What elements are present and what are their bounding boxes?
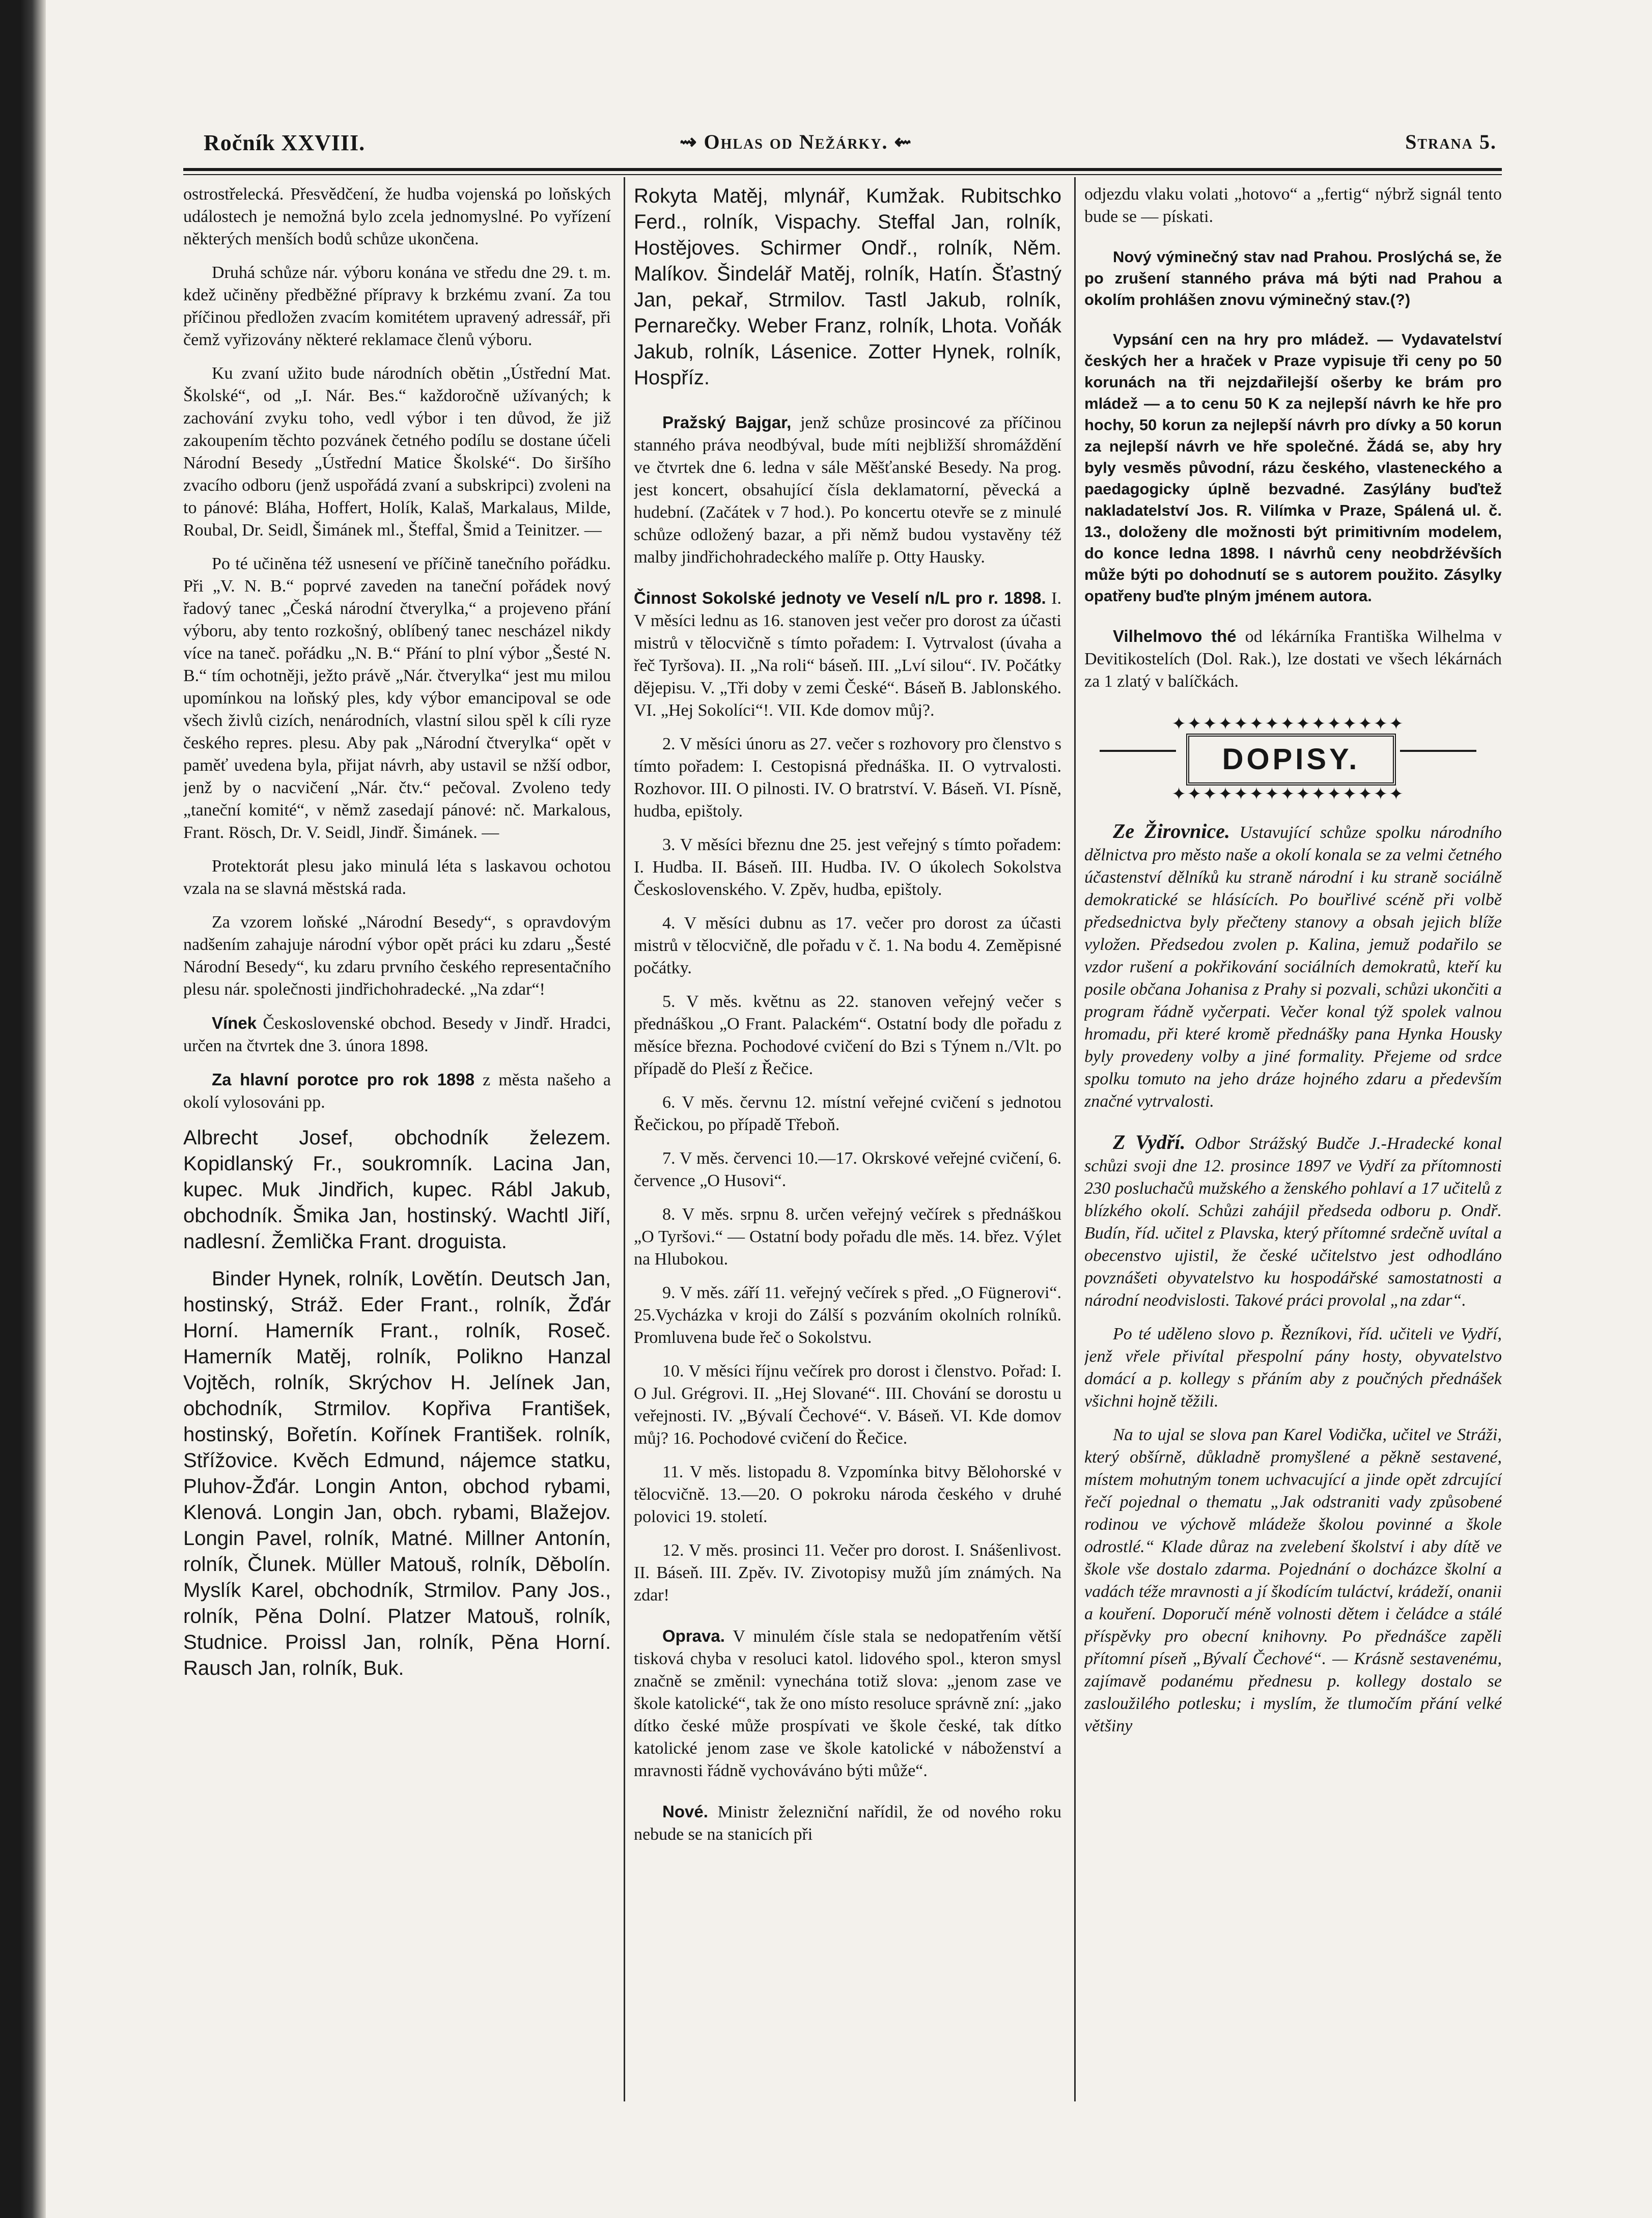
jurors-list-continued xyxy=(634,183,1061,391)
dopisy-title: DOPISY. xyxy=(1186,734,1396,785)
sokol-item: 5. V měs. květnu as 22. stanoven veřejný večer s přednáškou „O Frant. Palackém“. Ostatní body dle pořadu z měsíce března. Pochodové cvičení do Bzi s Týnem n./Vlt. po případě do Pleší z Řečice. xyxy=(634,992,1061,1078)
jurors-region-continued: Rokyta Matěj, mlynář, Kumžak. Rubitschko Ferd., rolník, Vispachy. Steffal Jan, rolník, Hostějoves. Schirmer Ondř., rolník, Něm. Malíkov. Šindelář Matěj, rolník, Hatín. Šťastný Jan, pekař, Strmilov. Tastl Jakub, rolník, Pernarečky. Weber Franz, rolník, Lhota. Voňák Jakub, rolník, Lásenice. Zotter Hynek, rolník, Hospříz. xyxy=(634,185,1061,389)
jurors-town: Albrecht Josef, obchodník železem. Kopidlanský Fr., soukromník. Lacina Jan, kupec. Muk Jindřich, kupec. Rábl Jakub, obchodník. Šmika Jan, hostinský. Wachtl Jiří, nadlesní. Žemlička Frant. droguista. xyxy=(183,1127,611,1253)
article-paragraph: Protektorát plesu jako minulá léta s laskavou ochotou vzala na se slavná městská rada. xyxy=(183,857,611,898)
notice-ceny xyxy=(1084,329,1502,607)
notice-text: z města našeho a okolí vylosováni pp. xyxy=(183,1071,611,1112)
notice-heading: Oprava. xyxy=(662,1626,725,1645)
notice-heading: Pražský Bajgar, xyxy=(662,413,792,432)
notice-heading: Za hlavní porotce pro rok 1898 xyxy=(212,1070,475,1089)
notice-thee xyxy=(1084,625,1502,693)
notice-text: Československé obchod. Besedy v Jindř. Hradci, určen na čtvrtek dne 3. února 1898. xyxy=(183,1014,611,1055)
notice-text: Ministr železniční nařídil, že od nového roku nebude se na stanicích při xyxy=(634,1803,1061,1844)
volume-label: Ročník XXVIII. xyxy=(204,130,366,155)
notice-text: Proslýchá se, že po zrušení stanného práva má býti nad Prahou a okolím prohlášen znovu výminečný stav.(?) xyxy=(1084,248,1502,308)
ornament-top-icon: ✦✦✦✦✦✦✦✦✦✦✦✦✦✦✦ xyxy=(1171,715,1405,734)
sokol-item: 2. V měsíci únoru as 27. večer s rozhovory pro členstvo s tímto pořadem: I. Cestopisná přednáška. II. O vytrvalosti. Rozhovor. III. O pilnosti. IV. O bratrství. V. Báseň. VI. Písně, hudba, epištoly. xyxy=(634,735,1061,821)
header-rule-thin xyxy=(183,174,1502,175)
page-header xyxy=(204,130,1497,160)
notice-text: I. V měsíci lednu as 16. stanoven jest večer pro dorost za účasti mistrů v tělocvičně s tímto pořadem: I. Vytrvalost (úvaha a řeč Tyršova). II. „Na roli“ báseň. III. „Lví silou“. IV. Počátky dějepisu. V. „Tři doby v zemi České“. Báseň B. Jablonského. VI. „Hej Sokolíci“!. VII. Kde domov můj?. xyxy=(634,589,1061,720)
dopisy-section-heading xyxy=(1084,713,1502,804)
letter-zirovnice xyxy=(1084,820,1502,1113)
column-divider-1 xyxy=(624,177,625,2101)
page-number: Strana 5. xyxy=(1405,130,1497,153)
masthead-title: ⇝ Ohlas od Nežárky. ⇜ xyxy=(680,130,913,153)
article-paragraph: ostrostřelecká. Přesvědčení, že hudba vojenská po loňských událostech je nemožná bylo zcela jednomyslné. Po vyřízení některých menších bodů schůze ukončena. xyxy=(183,185,611,248)
letter-paragraph: Po té uděleno slovo p. Řezníkovi, říd. učiteli ve Vydří, jenž vřele přivítal přespolní pány hosty, obyvatelstvo domácí a p. kollegy s přáním aby z poučných přednášek všichni hojně těžili. xyxy=(1084,1325,1502,1411)
sokol-item: 6. V měs. červnu 12. místní veřejné cvičení s jednotou Řečickou, po případě Třeboň. xyxy=(634,1093,1061,1134)
notice-heading: Nové. xyxy=(662,1802,708,1821)
letters-section xyxy=(1084,820,1502,1737)
notice-stav xyxy=(1084,246,1502,311)
scan-left-edge xyxy=(0,0,46,2218)
notice-heading: Nový výminečný stav nad Prahou. xyxy=(1113,248,1373,266)
article-paragraph: Ku zvaní užito bude národních obětin „Ústřední Mat. Školské“, od „I. Nár. Bes.“ každoročně užívaných; k zachování zvyku toho, vedl výbor i ten důvod, že již zakoupením těchto pozvánek četného podílu se dostane účeli Národní Besedy „Ústřední Matice Školské“. Do širšího zvacího odboru (jenž uspořádá zvaní a subskripci) zvoleni na to pánové: Bláha, Hoffert, Holík, Kalaš, Markalaus, Milde, Roubal, Dr. Seidl, Šimánek ml., Šteffal, Šmid a Teinitzer. — xyxy=(183,364,611,540)
letter-paragraph: Na to ujal se slova pan Karel Vodička, učitel ve Stráži, který obšírně, důkladně promyšlené a pěkně sestavené, místem mohutným tonem uchvacující a jinde opět zdrcující řečí pojednal o thematu „Jak odstraniti vady způsobené rodinou ve výchově mládeže školou povinné a škole odrostlé.“ Klade důraz na zvelebení školství i aby dítě ve škole vše dostalo zdarma. Pojednání o docházce školní a vadách téže mravnosti a jí škodícím tuláctví, krádeží, onanii a kouření. Doporučí méně volnosti dětem i čeládce a stálé příspěvky pro obecní knihovny. Po přednášce zapěli přítomní píseň „Bývalí Čechové“. — Krásně sestavenému, zajímavě podanému přednesu p. kollegy dostalo se zasloužilého potlesku; i myslím, že tlumočím přání velké většiny xyxy=(1084,1425,1502,1735)
letter-heading: Ze Žirovnice. xyxy=(1113,820,1230,843)
jurors-region: Binder Hynek, rolník, Lovětín. Deutsch Jan, hostinský, Stráž. Eder Frant., rolník, Žďár Horní. Hamerník Frant., rolník, Roseč. Hamerník Matěj, rolník, Polikno Hanzal Vojtěch, rolník, Skrýchov H. Jelínek Jan, obchodník, Strmilov. Kopřiva František, hostinský, Bořetín. Kořínek František. rolník, Střížovice. Kvěch Edmund, nájemce statku, Pluhov-Žďár. Longin Anton, obchod rybami, Klenová. Longin Jan, obch. rybami, Blažejov. Longin Pavel, rolník, Matné. Millner Antonín, rolník, Člunek. Müller Matouš, rolník, Děbolín. Myslík Karel, obchodník, Strmilov. Pany Jos., rolník, Pěna Dolní. Platzer Matouš, rolník, Studnice. Proissl Jan, rolník, Pěna Horní. Rausch Jan, rolník, Buk. xyxy=(183,1268,611,1679)
notice-text: jenž schůze prosincové za příčinou stanného práva neodbýval, bude míti nejbližší shromáždění ve čtvrtek dne 6. ledna v sále Měšťanské Besedy. Na prog. jest koncert, obsahující čísla deklamatorní, pěvecká a hudební. (Začátek v 7 hod.). Po koncertu otevře se z minulé schůze odložený bazar, a při němž budou vystavěny též malby jindřichohradeckého malíře p. Otty Hausky. xyxy=(634,413,1061,567)
notice-sokol xyxy=(634,587,1061,722)
letter-heading: Z Vydří. xyxy=(1113,1131,1186,1154)
header-rule-thick xyxy=(183,168,1502,171)
notice-oprava xyxy=(634,1625,1061,1782)
jurors-list xyxy=(183,1125,611,1681)
ornament-wing-right xyxy=(1400,750,1476,752)
notice-text: — Vydavatelství českých her a hraček v Praze vypisuje tři ceny po 50 korunách na tři nejzdařilejší ošerby ke brám pro mládež — a to cenu 50 K za nejlepší návrh ke hře pro hochy, 50 korun za nejlepší návrh pro dívky a 50 korun za nejlepší návrh ve hře společné. Žádá se, aby hry byly vesměs původní, rázu českého, vlasteneckého a paedagogicky úplně bezvadné. Zasýlány buďtež nakladatelství Jos. R. Vilímka v Praze, Spálená ul. č. 13., doloženy dle možnosti být primitivním modelem, do konce ledna 1898. I návrhů ceny neobdržévších může býti po dohodnutí se s autorem použito. Zásylky opatřeny buďte plným jménem autora. xyxy=(1084,330,1502,605)
notice-text: od lékárníka Františka Wilhelma v Devitikostelích (Dol. Rak.), lze dostati ve všech lékárnách za 1 zlatý v balíčkách. xyxy=(1084,627,1502,691)
notice-heading: Činnost Sokolské jednoty ve Veselí n/L pro r. 1898. xyxy=(634,588,1046,607)
letter-text: Odbor Strážský Budče J.-Hradecké konal schůzi svoji dne 12. prosince 1897 ve Vydří za přítomnosti 230 posluchačů mužského a ženského pohlaví a 17 učitelů z blízkého okolí. Schůzi zahájil předseda odboru p. Ondř. Budín, říd. učitel z Plavska, který přítomné srdečně uvítal a obecenstvo ujistil, že české učitelstvo jest odhodláno povznášeti obyvatelstvo ku hospodářské samostatnosti a národní neodvislosti. Takové práci provolal „na zdar“. xyxy=(1084,1134,1502,1310)
notice-bajgar xyxy=(634,411,1061,569)
sokol-item: 3. V měsíci březnu dne 25. jest veřejný s tímto pořadem: I. Hudba. II. Báseň. III. Hudba. IV. O úkolech Sokolstva Československého. V. Zpěv, hudba, epištoly. xyxy=(634,835,1061,899)
ornament-bottom-icon: ✦✦✦✦✦✦✦✦✦✦✦✦✦✦✦ xyxy=(1171,785,1405,804)
ornament-wing-left xyxy=(1100,750,1176,752)
sokol-item: 7. V měs. červenci 10.—17. Okrskové veřejné cvičení, 6. července „O Husovi“. xyxy=(634,1149,1061,1190)
column-1 xyxy=(183,183,611,2113)
column-2 xyxy=(634,183,1061,2113)
column-3 xyxy=(1084,183,1502,2113)
notice-nove xyxy=(634,1801,1061,1846)
article-paragraph: Po té učiněna též usnesení ve příčině tanečního pořádku. Při „V. N. B.“ poprvé zaveden na taneční pořádek nový řadový tanec „Česká národní čtverylka,“ a projeveno přání výboru, aby tento rozkošný, oblíbený tanec nescházel nikdy více na taneč. pořádku „N. B.“ Přání to plní výbor „Šesté N. B.“ tím ochotněji, ježto právě „Nár. čtverylka“ jest mu milou upomínkou na loňský ples, kdy výbor emancipoval se ode všech živlů cizích, nenárodních, vlastní silou spěl k cíli ryze českého repres. plesu. Aby pak „Národní čtverylka“ opět v paměť uvedena byla, přijat návrh, aby ustavil se nžší odbor, jenž by o nacvičení „Nár. čtv.“ pečoval. Zvoleno tedy „taneční komité“, v němž zasedají pánové: nč. Markalous, Frant. Rösch, Dr. V. Seidl, Jindř. Šimánek. — xyxy=(183,554,611,842)
article-paragraph: Za vzorem loňské „Národní Besedy“, s opravdovým nadšením zahajuje národní výbor opět práci ku zdaru „Šesté Národní Besedy“, ku zdaru prvního českého representačního plesu nár. společnosti jindřichohradecké. „Na zdar“! xyxy=(183,913,611,999)
sokol-item: 4. V měsíci dubnu as 17. večer pro dorost za účasti mistrů v tělocvičně, dle pořadu v č. 1. Na bodu 4. Zeměpisné počátky. xyxy=(634,914,1061,977)
article-paragraph: Druhá schůze nár. výboru konána ve středu dne 29. t. m. kdež učiněny předběžné přípravy k brzkému zvaní. Za tou příčinou předložen zvacím komitétem upravený adressář, při čemž vyřizovány některé reklamace členů výboru. xyxy=(183,263,611,349)
letter-text: Ustavující schůze spolku národního dělnictva pro město naše a okolí konala se za velmi četného účastenství dělníků ku straně národní i ku straně sociálně demokratické se hlásících. Po bouřlivé scéně při volbě předsednictva byly přečteny stanovy a obsah jejich blíže vyložen. Předsedou zvolen p. Kalina, jemuž podařilo se vzdor rušení a pokřikování sociálních demokratů, kteří ku posile občana Johanisa z Prahy si pozvali, schůzi ukončiti a program řádně vyčerpati. Večer konal týž spolek valnou hromadu, při které kromě přednášky pana Hynka Housky byly provedeny volby a jiné formality. Přejeme od srdce spolku tomuto na jeho dráze hojného zdaru a především značné vytrvalosti. xyxy=(1084,823,1502,1111)
notice-heading: Vypsání cen na hry pro mládež. xyxy=(1113,330,1369,348)
notice-vinek xyxy=(183,1012,611,1057)
notice-heading: Vilhelmovo thé xyxy=(1113,627,1237,645)
sokol-item: 9. V měs. září 11. veřejný večírek s před. „O Fügnerovi“. 25.Vycházka v kroji do Zálší s pozváním okolních rolníků. Promluvena bude řeč o Sokolstvu. xyxy=(634,1283,1061,1347)
column-divider-2 xyxy=(1074,177,1076,2101)
article-continued: odjezdu vlaku volati „hotovo“ a „fertig“ nýbrž signál tento bude se — pískati. xyxy=(1084,185,1502,226)
sokol-item: 11. V měs. listopadu 8. Vzpomínka bitvy Bělohorské v tělocvičně. 13.—20. O pokroku národa českého v druhé polovici 19. století. xyxy=(634,1463,1061,1526)
notice-heading: Vínek xyxy=(212,1014,257,1032)
notice-text: V minulém čísle stala se nedopatřením větší tisková chyba v resoluci katol. lidového spol., kteron smysl značně se změnil: vynechána totiž slova: „jenom zase ve škole katolické“, tak že ono místo resoluce správně zní: „jako dítko české může prospívati ve škole české, tak dítko katolické jenom zase ve škole katolické v náboženství a mravnosti řádně vychováváno býti může“. xyxy=(634,1627,1061,1780)
sokol-item: 8. V měs. srpnu 8. určen veřejný večírek s přednáškou „O Tyršovi.“ — Ostatní body pořadu dle měs. 14. břez. Výlet na Hlubokou. xyxy=(634,1205,1061,1269)
notice-jurors xyxy=(183,1069,611,1114)
sokol-item: 10. V měsíci říjnu večírek pro dorost i členstvo. Pořad: I. O Jul. Grégrovi. II. „Hej Slované“. III. Chování se dorostu u veřejnosti. IV. „Bývalí Čechové“. V. Báseň. VI. Kde domov můj? 16. Pochodové cvičení do Řečice. xyxy=(634,1362,1061,1448)
letter-vydri xyxy=(1084,1131,1502,1312)
sokol-item: 12. V měs. prosinci 11. Večer pro dorost. I. Snášenlivost. II. Báseň. III. Zpěv. IV. Zivotopisy mužů jím známých. Na zdar! xyxy=(634,1541,1061,1605)
